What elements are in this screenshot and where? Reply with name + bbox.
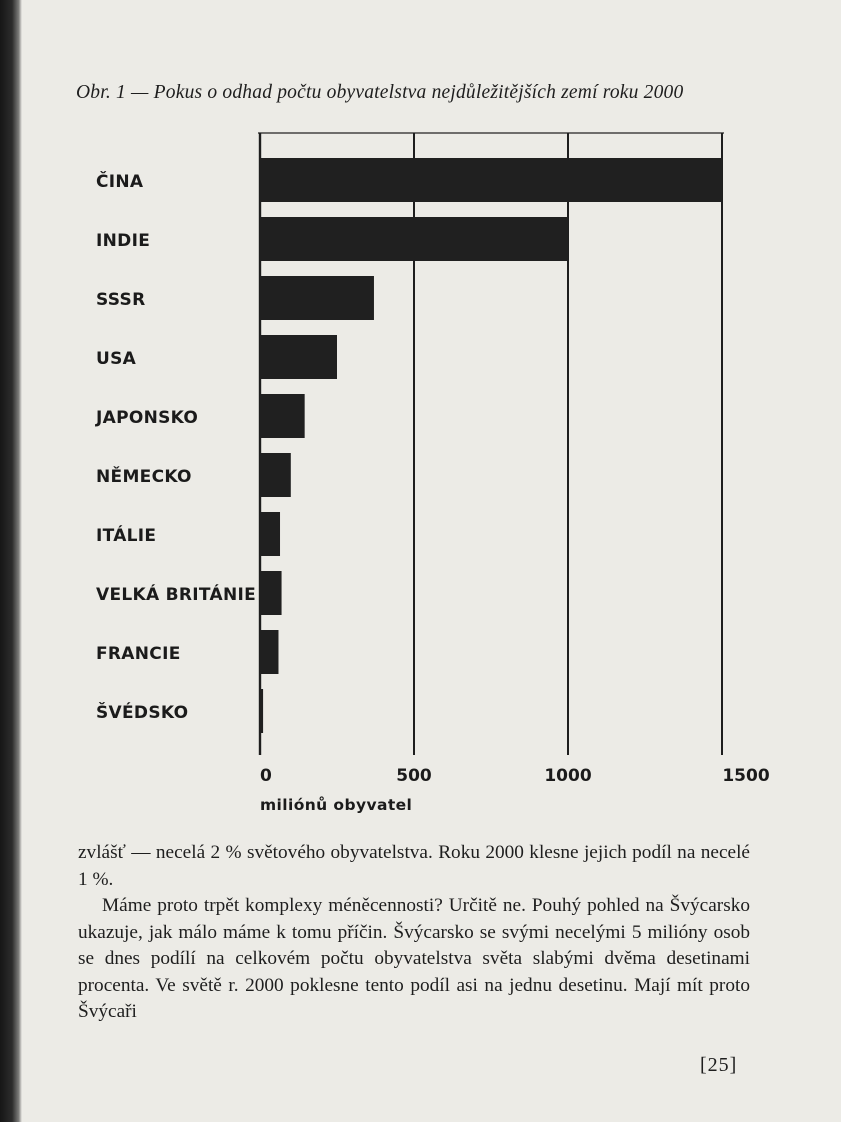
bar-německo	[260, 453, 291, 497]
category-label: ŠVÉDSKO	[96, 703, 189, 723]
tick-label: 1500	[722, 766, 770, 786]
bar-indie	[260, 217, 568, 261]
chart-tick-labels	[260, 766, 770, 786]
x-axis-title: miliónů obyvatel	[260, 796, 413, 814]
bar-švédsko	[260, 689, 263, 733]
figure-caption: Obr. 1 — Pokus o odhad počtu obyvatelstva nejdůležitějších zemí roku 2000	[76, 82, 684, 103]
bar-japonsko	[260, 394, 305, 438]
category-label: FRANCIE	[96, 644, 181, 664]
bar-usa	[260, 335, 337, 379]
chart-bars	[260, 158, 722, 733]
bar-francie	[260, 630, 278, 674]
tick-label: 0	[260, 766, 272, 786]
bar-čina	[260, 158, 722, 202]
bar-velká-británie	[260, 571, 282, 615]
page-number: [25]	[700, 1054, 738, 1076]
category-label: SSSR	[96, 290, 146, 310]
body-paragraph-1: zvlášť — necelá 2 % světového obyvatelstva. Roku 2000 klesne jejich podíl na necelé 1 %.	[78, 842, 750, 890]
tick-label: 1000	[544, 766, 592, 786]
category-label: JAPONSKO	[96, 408, 199, 428]
bar-itálie	[260, 512, 280, 556]
category-label: ČINA	[96, 172, 144, 192]
category-label: ITÁLIE	[96, 526, 157, 546]
chart-category-labels	[95, 170, 256, 723]
tick-label: 500	[396, 766, 432, 786]
category-label: VELKÁ BRITÁNIE	[96, 585, 257, 605]
bar-sssr	[260, 276, 374, 320]
category-label: USA	[96, 349, 137, 369]
body-text	[78, 840, 750, 1026]
category-label: NĚMECKO	[96, 467, 192, 487]
body-paragraph-2: Máme proto trpět komplexy méněcennosti? Určitě ne. Pouhý pohled na Švýcarsko ukazuje, jak málo máme k tomu příčin. Švýcarsko se svými necelými 5 milióny osob se dnes podílí na celkovém počtu obyvatelstva světa slabými dvěma desetinami procenta. Ve světě r. 2000 poklesne tento podíl asi na jednu desetinu. Mají mít proto Švýcaři	[78, 895, 750, 1022]
category-label: INDIE	[96, 231, 151, 251]
